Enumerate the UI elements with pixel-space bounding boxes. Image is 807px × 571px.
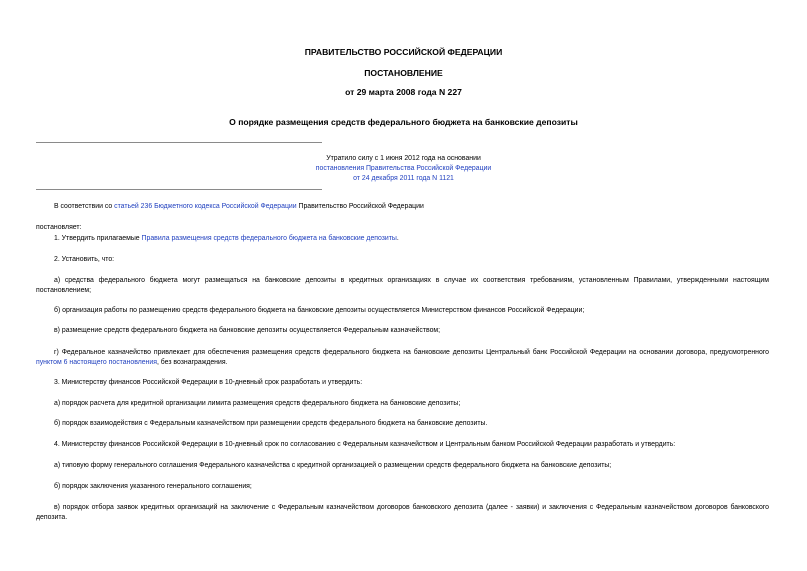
- item-4-paragraph: 4. Министерству финансов Российской Федерации в 10-дневный срок по согласованию с Федеральным казначейством и Центральным банком Российской Федерации разработать и утвердить:: [54, 441, 676, 448]
- item-4b-paragraph: б) порядок заключения указанного генерального соглашения;: [54, 483, 252, 490]
- document-title: О порядке размещения средств федерального бюджета на банковские депозиты: [229, 117, 578, 127]
- item-4a-paragraph: а) типовую форму генерального соглашения Федерального казначейства с кредитной организацией о размещении средств федерального бюджета на банковские депозиты;: [54, 462, 612, 469]
- item-3-paragraph: 3. Министерству финансов Российской Федерации в 10-дневный срок разработать и утвердить:: [54, 379, 363, 386]
- status-note-line: Утратило силу с 1 июня 2012 года на основании: [326, 155, 481, 162]
- item-2a-paragraph: а) средства федерального бюджета могут размещаться на банковские депозиты в кредитных организациях в случае их соответствия требованиям, установленным Правилами, утвержденными настоящим постановлением;: [36, 277, 769, 294]
- status-note-link-date: [0, 174, 807, 184]
- preamble-text-start: В соответствии со: [54, 203, 115, 210]
- bottom-divider: [36, 189, 322, 190]
- item-1-paragraph: [36, 234, 769, 244]
- paragraph-6-link[interactable]: пунктом 6 настоящего постановления: [36, 359, 157, 366]
- preamble-paragraph: [36, 202, 769, 212]
- item-1-text-start: 1. Утвердить прилагаемые: [54, 235, 142, 242]
- rules-link[interactable]: Правила размещения средств федерального бюджета на банковские депозиты: [141, 235, 397, 242]
- government-heading: ПРАВИТЕЛЬСТВО РОССИЙСКОЙ ФЕДЕРАЦИИ: [304, 47, 503, 57]
- repeal-decree-link[interactable]: постановления Правительства Российской Федерации: [315, 165, 492, 172]
- item-2g-paragraph: [36, 348, 769, 368]
- status-note-link: [0, 164, 807, 174]
- document-date-number: от 29 марта 2008 года N 227: [345, 87, 462, 97]
- item-1-text-end: .: [396, 235, 399, 242]
- item-2b-paragraph: б) организация работы по размещению средств федерального бюджета на банковские депозиты осуществляется Министерством финансов Российской Федерации;: [54, 307, 585, 314]
- decides-paragraph: постановляет:: [36, 224, 82, 231]
- item-2g-text-start: г) Федеральное казначейство привлекает для обеспечения размещения средств федерального бюджета на банковские депозиты Центральный банк Российской Федерации на основании договора, предусмотренного: [54, 349, 769, 356]
- preamble-text-end: Правительство Российской Федерации: [296, 203, 424, 210]
- document-type: ПОСТАНОВЛЕНИЕ: [364, 68, 443, 78]
- budget-code-link[interactable]: статьей 236 Бюджетного кодекса Российской Федерации: [114, 203, 297, 210]
- item-2-paragraph: 2. Установить, что:: [54, 256, 115, 263]
- item-4v-paragraph: в) порядок отбора заявок кредитных организаций на заключение с Федеральным казначейством договоров банковского депозита (далее - заявки) и заключения с Федеральным казначейством договоров банковского депозита.: [36, 504, 769, 521]
- item-2v-paragraph: в) размещение средств федерального бюджета на банковские депозиты осуществляется Федеральным казначейством;: [54, 327, 441, 334]
- repeal-decree-date-link[interactable]: от 24 декабря 2011 года N 1121: [353, 175, 454, 182]
- item-3b-paragraph: б) порядок взаимодействия с Федеральным казначейством при размещении средств федерального бюджета на банковские депозиты.: [54, 420, 488, 427]
- item-2g-text-end: , без вознаграждения.: [156, 359, 228, 366]
- item-3a-paragraph: а) порядок расчета для кредитной организации лимита размещения средств федерального бюджета на банковские депозиты;: [54, 400, 461, 407]
- top-divider: [36, 142, 322, 143]
